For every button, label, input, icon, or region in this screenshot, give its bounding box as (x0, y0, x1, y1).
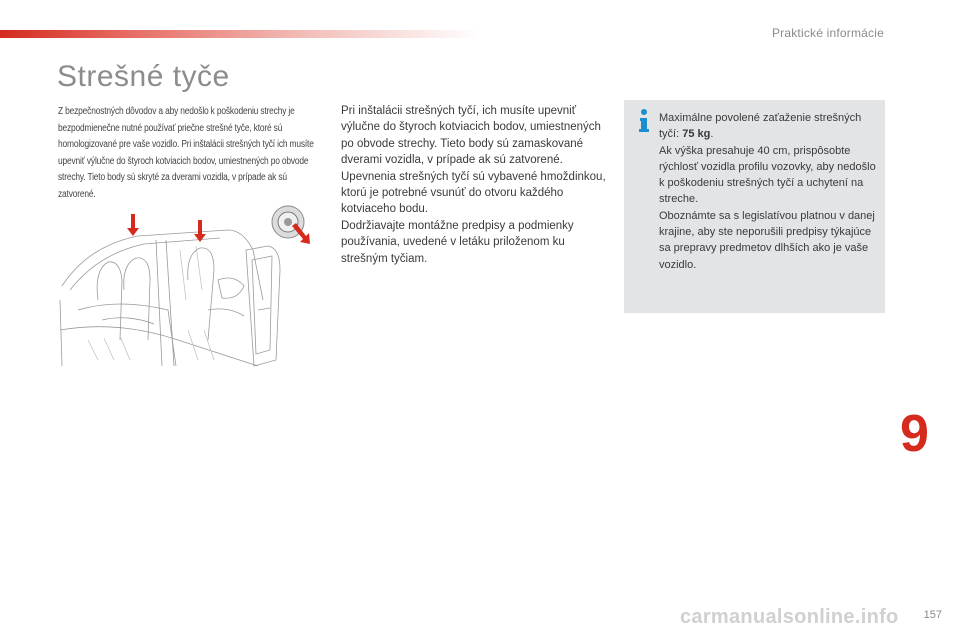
chapter-number: 9 (900, 405, 928, 463)
body-text (341, 103, 609, 267)
section-header: Praktické informácie (771, 26, 884, 40)
info-paragraph: Oboznámte sa s legislatívou platnou v danej krajine, aby ste neporušili predpisy týkajúce sa prepravy predmetov dlhších ako je vaše vozidlo. (659, 209, 875, 271)
illustration-caption: Z bezpečnostných dôvodov a aby nedošlo k poškodeniu strechy je bezpodmienečne nutné používať priečne strešné tyče, ktoré sú homologizované pre vaše vozidlo. Pri inštalácii strešných tyčí ich musíte upevniť výlučne do štyroch kotviacich bodov, umiestnených po obvode strechy. Tieto body sú skryté za dverami vozidla, v prípade ak sú zatvorené. (58, 106, 314, 200)
roof-outline (62, 230, 263, 300)
max-load-value: 75 kg (682, 128, 711, 141)
open-door (246, 246, 280, 366)
info-load-paragraph: Maximálne povolené zaťaženie strešných tyčí: 75 kg. (659, 112, 862, 141)
info-icon (636, 108, 652, 134)
body-paragraph: Dodržiavajte montážne predpisy a podmienky používania, uvedené v letáku priloženom ku strešným tyčiam. (341, 219, 574, 265)
car-roof-anchor-illustration (58, 190, 320, 368)
info-box (624, 100, 885, 313)
body-paragraph: Upevnenia strešných tyčí sú vybavené hmoždinkou, ktorú je potrebné vsunúť do otvoru každého kotviaceho bodu. (341, 170, 606, 216)
body-paragraph: Pri inštalácii strešných tyčí, ich musíte upevniť výlučne do štyroch kotviacich bodov, umiestnených po obvode strechy. Tieto body sú zamaskované dverami vozidla, v prípade ak sú zatvorené. (341, 105, 601, 167)
page-number: 157 (923, 609, 942, 621)
info-paragraph: Ak výška presahuje 40 cm, prispôsobte rýchlosť vozidla profilu vozovky, aby nedošlo k poškodeniu strešných tyčí a uchytení na streche. (659, 144, 876, 206)
info-text (659, 110, 881, 273)
top-accent-bar (0, 30, 480, 38)
page-title: Strešné tyče (57, 60, 230, 93)
watermark: carmanualsonline.info (680, 606, 899, 628)
